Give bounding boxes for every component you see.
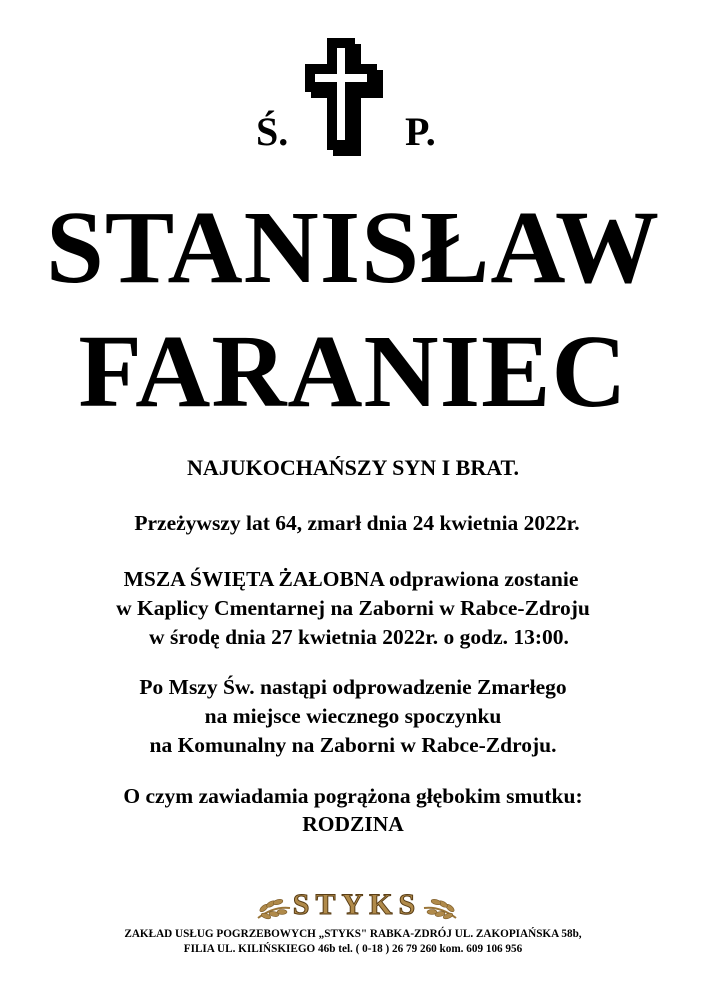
last-name: FARANIEC — [78, 314, 628, 429]
styks-logo — [254, 878, 460, 926]
mass-line-2: w Kaplicy Cmentarnej na Zaborni w Rabce-Zdroju — [116, 596, 590, 620]
notice-line: O czym zawiadamia pogrążona głębokim smutku: — [123, 784, 583, 808]
laurel-left-icon — [258, 898, 290, 920]
first-name: STANISŁAW — [46, 190, 660, 305]
burial-line-3: na Komunalny na Zaborni w Rabce-Zdroju. — [149, 733, 557, 757]
relation-line: NAJUKOCHAŃSZY SYN I BRAT. — [186, 455, 520, 480]
cross-icon — [303, 38, 383, 156]
burial-line-1: Po Mszy Św. nastąpi odprowadzenie Zmarłego — [139, 675, 567, 699]
footer-address-1: ZAKŁAD USŁUG POGRZEBOWYCH „STYKS" RABKA-ZDRÓJ UL. ZAKOPIAŃSKA 58b, — [124, 928, 582, 940]
logo-text: STYKS — [292, 888, 422, 921]
family-signature: RODZINA — [302, 812, 404, 836]
mass-line-3: w środę dnia 27 kwietnia 2022r. o godz. 13:00. — [149, 625, 569, 649]
mass-line-1: MSZA ŚWIĘTA ŻAŁOBNA odprawiona zostanie — [123, 567, 579, 591]
age-death-line: Przeżywszy lat 64, zmarł dnia 24 kwietnia 2022r. — [134, 511, 580, 535]
footer-address-2: FILIA UL. KILIŃSKIEGO 46b tel. ( 0-18 ) 26 79 260 kom. 609 106 956 — [183, 943, 523, 955]
p-letter: P. — [405, 109, 436, 154]
laurel-right-icon — [424, 898, 456, 920]
burial-line-2: na miejsce wiecznego spoczynku — [204, 704, 502, 728]
s-letter: Ś. — [256, 109, 289, 154]
